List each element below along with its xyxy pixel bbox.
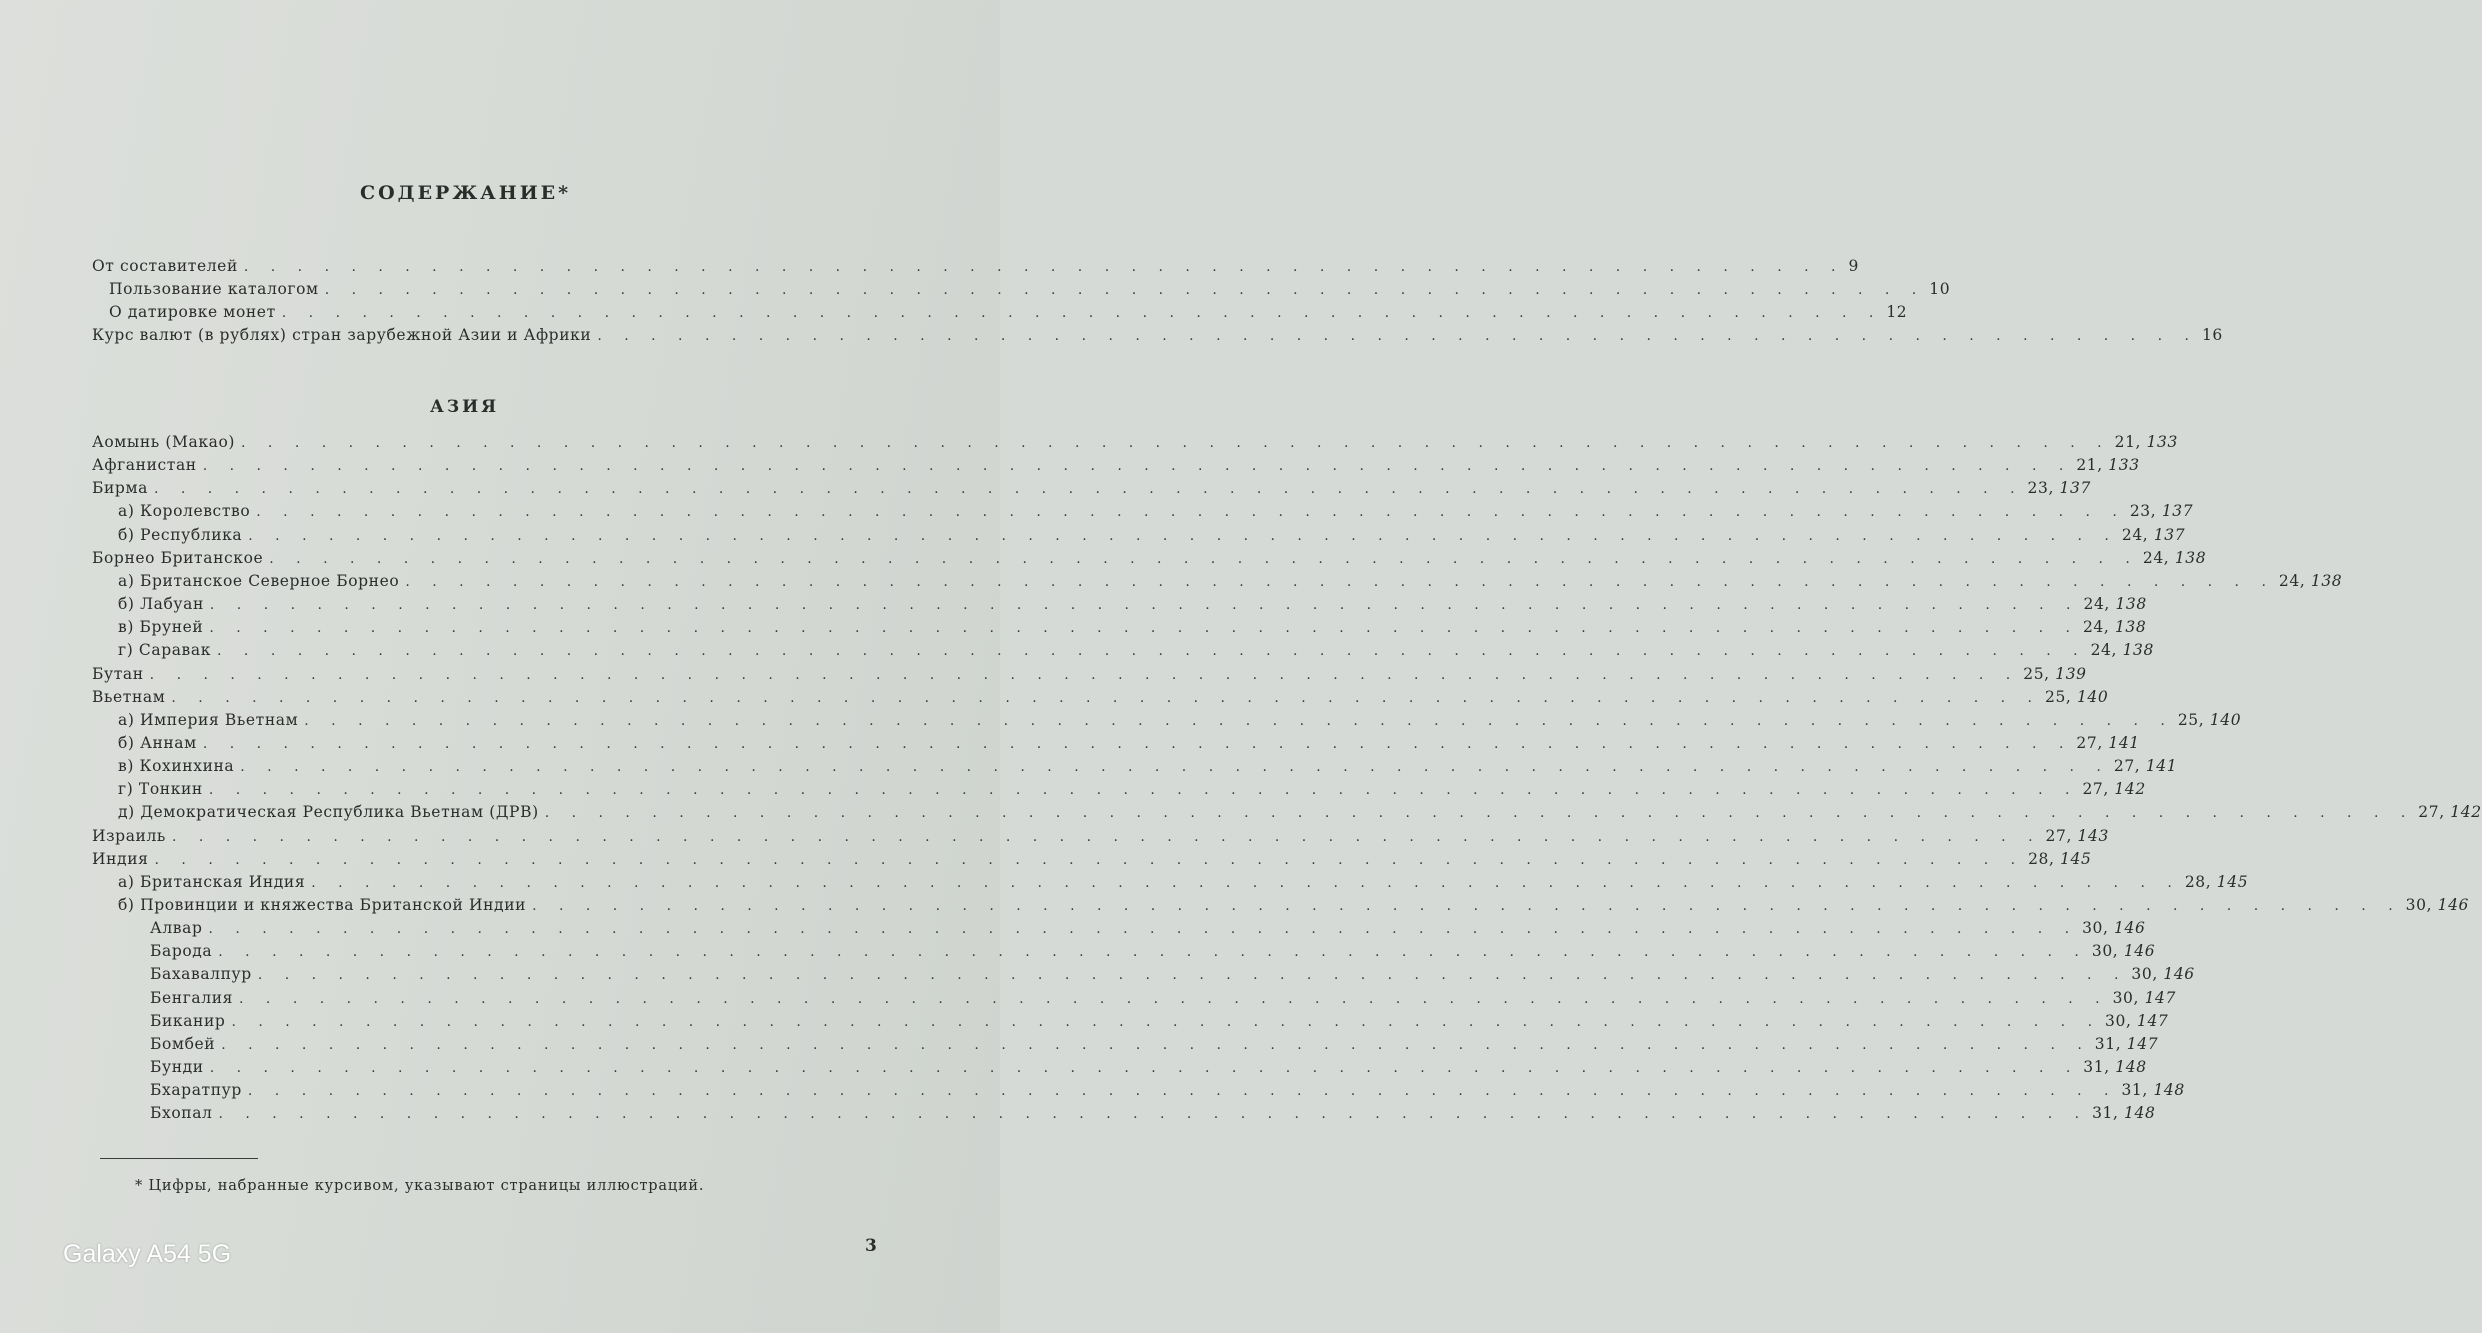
- row-label: Бунди: [150, 1058, 204, 1077]
- row-label: Биканир: [150, 1011, 226, 1030]
- row-label: а) Британское Северное Борнео: [118, 571, 400, 590]
- text-page: 31,: [2094, 1034, 2122, 1053]
- contents-row: [150, 988, 2176, 1013]
- row-pages: [2079, 595, 2146, 613]
- row-pages: [2024, 479, 2091, 497]
- illustration-page: 146: [2123, 942, 2156, 961]
- leader-dots: . . . . . . . . . . . . . . . . . . . . . . . . . . . . . . . . . . . . . . . . . . . . . . . . . . . . . . . . . . . . . . . . . . . . . .: [532, 898, 2402, 914]
- text-page: 27,: [2113, 757, 2141, 776]
- leader-dots: . . . . . . . . . . . . . . . . . . . . . . . . . . . . . . . . . . . . . . . . . . . . . . . . . . . . . . . . . . . . . . . . . . . . . .: [247, 1083, 2118, 1100]
- row-label: д) Демократическая Республика Вьетнам (ДРВ): [118, 803, 539, 822]
- illustration-page: 138: [2114, 618, 2147, 637]
- row-label: б) Республика: [118, 525, 243, 544]
- row-pages: [2087, 641, 2154, 659]
- text-page: 24,: [2121, 525, 2149, 544]
- row-pages: [2078, 919, 2145, 937]
- row-label: Бхаратпур: [150, 1081, 242, 1100]
- contents-row: [92, 687, 2109, 712]
- row-label: в) Кохинхина: [118, 757, 235, 776]
- contents-row: [118, 641, 2154, 665]
- illustration-page: 147: [2137, 1011, 2169, 1030]
- leader-dots: . . . . . . . . . . . . . . . . . . . . . . . . . . . . . . . . . . . . . . . . . . . . . . . . . . . . . . . . . . . . . . . . . . . . . .: [202, 735, 2073, 752]
- illustration-page: 141: [2145, 757, 2178, 776]
- row-label: Бенгалия: [150, 988, 234, 1007]
- contents-row: [150, 965, 2195, 989]
- leader-dots: . . . . . . . . . . . . . . . . . . . . . . . . . . . . . . . . . . . . . . . . . . . . . . . . . . . . . . . . . . . . . . . . . . . . . .: [256, 504, 2126, 521]
- row-label: От составителей: [92, 257, 238, 275]
- text-page: 21,: [2076, 456, 2103, 475]
- row-pages: [2079, 618, 2146, 636]
- text-page: 28,: [2184, 872, 2212, 891]
- leader-dots: . . . . . . . . . . . . . . . . . . . . . . . . . . . . . . . . . . . . . . . . . . . . . . . . . . . . . . . . . . . . . . . . . . . . . .: [248, 527, 2118, 544]
- illustration-page: 146: [2114, 919, 2146, 938]
- row-label: б) Аннам: [118, 733, 197, 752]
- illustration-page: 145: [2060, 849, 2092, 868]
- row-label: а) Империя Вьетнам: [118, 710, 299, 729]
- contents-row: [92, 257, 1859, 281]
- row-page: 10: [1929, 280, 1951, 298]
- illustration-page: 142: [2114, 780, 2146, 799]
- contents-row: [150, 1058, 2147, 1082]
- illustration-page: 145: [2216, 872, 2249, 891]
- leader-dots: . . . . . . . . . . . . . . . . . . . . . . . . . . . . . . . . . . . . . . . . . . . . . . . . . . . . . . . . . . . . . . . . . . . . . .: [239, 990, 2109, 1007]
- row-pages: [2414, 803, 2481, 821]
- row-label: Бахавалпур: [150, 965, 252, 984]
- contents-row: [118, 780, 2146, 804]
- leader-dots: . . . . . . . . . . . . . . . . . . . . . . . . . . . . . . . . . . . . . . . . . . . . . . . . . . . . . . . . . . . . . . . . . . . . . .: [405, 573, 2275, 590]
- contents-row: [118, 710, 2242, 735]
- leader-dots: . . . . . . . . . . . . . . . . . . . . . . . . . . . . . . . . . . . . . . . . . . . . . . . . . . . . . . . . . . . . . . . . . . . . . .: [149, 666, 2020, 683]
- text-page: 31,: [2121, 1081, 2148, 1100]
- contents-row: [150, 1011, 2169, 1036]
- row-page: 16: [2201, 326, 2223, 344]
- text-page: 27,: [2418, 803, 2445, 822]
- row-label: Бутан: [92, 664, 144, 683]
- contents-row: [118, 803, 2482, 827]
- row-label: б) Лабуан: [118, 595, 204, 614]
- contents-row: [92, 479, 2091, 503]
- text-page: 30,: [2091, 942, 2119, 961]
- leader-dots: . . . . . . . . . . . . . . . . . . . . . . . . . . . . . . . . . . . . . . . . . . . . . . . . . . . . . . . . . . . . . . . . . . . . . .: [153, 481, 2024, 498]
- row-pages: [2126, 502, 2193, 520]
- text-page: 27,: [2076, 733, 2103, 752]
- row-label: г) Саравак: [118, 641, 212, 660]
- row-pages: [2118, 526, 2185, 544]
- contents-row: [118, 502, 2194, 526]
- row-pages: [2079, 1058, 2146, 1076]
- contents-title: СОДЕРЖАНИЕ*: [360, 182, 572, 204]
- contents-row: [118, 757, 2178, 781]
- text-page: 24,: [2082, 618, 2110, 637]
- contents-row: [92, 849, 2092, 874]
- row-pages: [2110, 757, 2177, 775]
- leader-dots: . . . . . . . . . . . . . . . . . . . . . . . . . . . . . . . . . . . . . . . . . . . . . . . . . . . . . . . . . . . .: [281, 305, 1883, 321]
- illustration-page: 143: [2077, 826, 2109, 845]
- leader-dots: . . . . . . . . . . . . . . . . . . . . . . . . . . . . . . . . . . . . . . . . . . . . . . . . . . . . . . . . . . . . . . . . . . . . . .: [171, 689, 2041, 706]
- row-label: Бирма: [92, 479, 148, 498]
- leader-dots: . . . . . . . . . . . . . . . . . . . . . . . . . . . . . . . . . . . . . . . . . . . . . . . . . . . . . . . . . . . . . . . . . . . . . .: [154, 851, 2025, 868]
- row-label: Аомынь (Макао): [92, 433, 236, 451]
- text-page: 24,: [2278, 571, 2306, 590]
- contents-row: [118, 618, 2147, 642]
- row-pages: [2088, 1104, 2155, 1122]
- contents-row: [118, 896, 2470, 920]
- row-label: а) Британская Индия: [118, 872, 306, 891]
- leader-dots: . . . . . . . . . . . . . . . . . . . . . . . . . . . . . . . . . . . . . . . . . . . . . . . . . . . . . . . . . . . . . . . . . . . . . .: [257, 967, 2128, 984]
- row-pages: [2174, 711, 2241, 729]
- text-page: 31,: [2083, 1058, 2110, 1077]
- text-page: 24,: [2083, 595, 2110, 614]
- contents-row: [92, 664, 2087, 689]
- illustration-page: 133: [2108, 456, 2140, 475]
- contents-row: [118, 595, 2147, 619]
- text-page: 24,: [2090, 641, 2118, 660]
- text-page: 28,: [2028, 849, 2055, 868]
- contents-row: [150, 1034, 2159, 1059]
- contents-row: [109, 280, 1951, 304]
- contents-row: [150, 942, 2156, 966]
- illustration-page: 148: [2124, 1104, 2156, 1123]
- row-pages: [2275, 572, 2342, 590]
- page-number: 3: [865, 1236, 877, 1256]
- row-label: Афганистан: [92, 456, 197, 475]
- text-page: 27,: [2082, 780, 2109, 799]
- row-pages: [2139, 549, 2206, 567]
- row-label: Бомбей: [150, 1034, 216, 1053]
- contents-row: [118, 733, 2140, 758]
- row-pages: [2117, 1081, 2184, 1099]
- contents-row: [92, 548, 2207, 573]
- leader-dots: . . . . . . . . . . . . . . . . . . . . . . . . . . . . . . . . . . . . . . . . . . . . . . . . . . . . . . . . . . . . . . . . . . . . . .: [231, 1013, 2102, 1030]
- contents-row: [150, 1104, 2156, 1128]
- illustration-page: 142: [2450, 803, 2482, 822]
- illustration-page: 147: [2144, 988, 2176, 1007]
- leader-dots: . . . . . . . . . . . . . . . . . . . . . . . . . . . . . . . . . . . . . . . . . . . . . . . . . . . . . . . . . . . . . . . . . . . . . .: [209, 597, 2080, 614]
- contents-row: [118, 571, 2343, 596]
- row-label: Барода: [150, 942, 213, 961]
- row-pages: [2111, 433, 2178, 451]
- row-pages: [2024, 850, 2091, 868]
- row-label: Индия: [92, 849, 149, 868]
- text-page: 23,: [2027, 479, 2054, 498]
- row-page: 12: [1886, 303, 1908, 321]
- leader-dots: . . . . . . . . . . . . . . . . . . . . . . . . . . . . . . . . . . . . . . . . . . . . . . . . . . . . . . . . . . . . . . . . . . . . . .: [217, 643, 2087, 660]
- text-page: 25,: [2023, 664, 2050, 683]
- leader-dots: . . . . . . . . . . . . . . . . . . . . . . . . . . . . . . . . . . . . . . . . . . . . . . . . . . . . . . . . . . . . . . . . . . . . . .: [544, 805, 2415, 822]
- text-page: 25,: [2177, 710, 2205, 729]
- leader-dots: . . . . . . . . . . . . . . . . . . . . . . . . . . . . . . . . . . . . . . . . . . . . . . . . . . . . . . . . . . . . . . . . . . . . . .: [202, 458, 2073, 475]
- illustration-page: 138: [2115, 595, 2147, 614]
- leader-dots: . . . . . . . . . . . . . . . . . . . . . . . . . . . . . . . . . . . . . . . . . . . . . . . . . . . . . . . . . . . . . . . . . . . . . .: [208, 782, 2079, 799]
- contents-row: [150, 919, 2146, 943]
- leader-dots: . . . . . . . . . . . . . . . . . . . . . . . . . . . . . . . . . . . . . . . . . . . . . . . . . . . . . . . . . . . . . . . . . . . . . .: [221, 1036, 2091, 1053]
- illustration-page: 148: [2115, 1058, 2147, 1077]
- contents-row: [118, 525, 2186, 550]
- leader-dots: . . . . . . . . . . . . . . . . . . . . . . . . . . . . . . . . . . . . . . . . . . . . . . . . . . . . . . . . . . . . . . . . . . . . . .: [304, 712, 2174, 729]
- row-label: Пользование каталогом: [109, 280, 319, 298]
- row-label: Борнео Британское: [92, 548, 264, 567]
- text-page: 30,: [2105, 1011, 2132, 1030]
- row-pages: [2072, 734, 2139, 752]
- leader-dots: . . . . . . . . . . . . . . . . . . . . . . . . . . . . . . . . . . . . . . . . . . . . . . . . . . . . . . . . . . . . . . . . . . . . . .: [269, 550, 2139, 567]
- footnote: * Цифры, набранные курсивом, указывают страницы иллюстраций.: [135, 1178, 705, 1194]
- row-label: б) Провинции и княжества Британской Индии: [118, 896, 527, 914]
- text-page: 25,: [2044, 687, 2072, 706]
- row-pages: [2078, 780, 2145, 798]
- illustration-page: 148: [2153, 1081, 2185, 1100]
- leader-dots: . . . . . . . . . . . . . . . . . . . . . . . . . . . . . . . . . . . . . . . . . . . . . . . . . . . . . . . . . . . . . . . . . . . . . .: [209, 1060, 2080, 1077]
- row-label: а) Королевство: [118, 502, 251, 521]
- row-label: Вьетнам: [92, 687, 166, 706]
- leader-dots: . . . . . . . . . . . . . . . . . . . . . . . . . . . . . . . . . . . . . . . . . . . . . . . . . . . . . . . . . . . . . . . . . . . . . .: [171, 828, 2042, 845]
- row-label: Алвар: [150, 919, 203, 938]
- row-pages: [2042, 827, 2109, 845]
- contents-row: [118, 872, 2249, 897]
- contents-row: [92, 456, 2140, 480]
- row-pages: [2109, 989, 2176, 1007]
- illustration-page: 138: [2122, 641, 2154, 660]
- text-page: 21,: [2114, 433, 2142, 451]
- illustration-page: 147: [2126, 1034, 2159, 1053]
- illustration-page: 137: [2059, 479, 2091, 498]
- illustration-page: 140: [2209, 710, 2242, 729]
- illustration-page: 138: [2310, 571, 2343, 590]
- leader-dots: . . . . . . . . . . . . . . . . . . . . . . . . . . . . . . . . . . . . . . . . . . . . . . . . . . . . . . . . . . . . . . . . . . . . . .: [218, 1106, 2089, 1123]
- row-pages: [2181, 873, 2248, 891]
- leader-dots: . . . . . . . . . . . . . . . . . . . . . . . . . . . . . . . . . . . . . . . . . . . . . . . . . . . . . . . . . . . . . . . . . . . . . .: [311, 874, 2181, 891]
- text-page: 27,: [2045, 826, 2072, 845]
- illustration-page: 139: [2055, 664, 2087, 683]
- illustration-page: 133: [2146, 433, 2178, 451]
- contents-row: [109, 303, 1908, 327]
- illustration-page: 140: [2076, 687, 2109, 706]
- leader-dots: . . . . . . . . . . . . . . . . . . . . . . . . . . . . . . . . . . . . . . . . . . . . . . . . . . . . . . . . . . . . . . . . . . . . . .: [208, 921, 2079, 938]
- leader-dots: . . . . . . . . . . . . . . . . . . . . . . . . . . . . . . . . . . . . . . . . . . . . . . . . . . . . . . . . . . . .: [597, 328, 2198, 344]
- text-page: 30,: [2082, 919, 2109, 938]
- row-pages: [2091, 1035, 2158, 1053]
- row-pages: [2041, 688, 2108, 706]
- illustration-page: 137: [2153, 525, 2186, 544]
- row-pages: [2072, 456, 2139, 474]
- row-pages: [2127, 965, 2194, 983]
- text-page: 30,: [2131, 965, 2158, 984]
- section-title-asia: АЗИЯ: [430, 397, 500, 417]
- text-page: 30,: [2405, 896, 2433, 914]
- illustration-page: 146: [2437, 896, 2470, 914]
- leader-dots: . . . . . . . . . . . . . . . . . . . . . . . . . . . . . . . . . . . . . . . . . . . . . . . . . . . . . . . . . . . .: [243, 259, 1845, 275]
- row-pages: [2088, 942, 2155, 960]
- leader-dots: . . . . . . . . . . . . . . . . . . . . . . . . . . . . . . . . . . . . . . . . . . . . . . . . . . . . . . . . . . . . . . . . . . . . . .: [218, 944, 2088, 961]
- row-label: Израиль: [92, 826, 166, 845]
- row-label: Курс валют (в рублях) стран зарубежной Азии и Африки: [92, 326, 592, 344]
- row-label: г) Тонкин: [118, 780, 203, 799]
- text-page: 30,: [2112, 988, 2140, 1007]
- illustration-page: 138: [2174, 548, 2207, 567]
- row-label: в) Бруней: [118, 618, 204, 637]
- contents-row: [150, 1081, 2185, 1105]
- contents-row: [92, 326, 2223, 350]
- row-pages: [2101, 1012, 2168, 1030]
- illustration-page: 146: [2163, 965, 2195, 984]
- text-page: 24,: [2142, 548, 2170, 567]
- contents-row: [92, 433, 2178, 457]
- camera-watermark: Galaxy A54 5G: [63, 1240, 232, 1268]
- leader-dots: . . . . . . . . . . . . . . . . . . . . . . . . . . . . . . . . . . . . . . . . . . . . . . . . . . . . . . . . . . . . . . . . . . . . . .: [241, 435, 2111, 451]
- text-page: 23,: [2129, 502, 2157, 521]
- illustration-page: 141: [2108, 733, 2140, 752]
- row-label: О датировке монет: [109, 303, 276, 321]
- row-label: Бхопал: [150, 1104, 213, 1123]
- text-page: 31,: [2092, 1104, 2119, 1123]
- row-pages: [2019, 665, 2086, 683]
- row-pages: [2402, 896, 2469, 914]
- contents-row: [92, 826, 2109, 851]
- leader-dots: . . . . . . . . . . . . . . . . . . . . . . . . . . . . . . . . . . . . . . . . . . . . . . . . . . . . . . . . . . . . . . . . . . . . . .: [209, 620, 2079, 637]
- footnote-rule: [100, 1158, 258, 1159]
- leader-dots: . . . . . . . . . . . . . . . . . . . . . . . . . . . . . . . . . . . . . . . . . . . . . . . . . . . . . . . . . . . .: [324, 282, 1926, 298]
- leader-dots: . . . . . . . . . . . . . . . . . . . . . . . . . . . . . . . . . . . . . . . . . . . . . . . . . . . . . . . . . . . . . . . . . . . . . .: [240, 759, 2110, 776]
- row-page: 9: [1848, 257, 1859, 275]
- illustration-page: 137: [2161, 502, 2194, 521]
